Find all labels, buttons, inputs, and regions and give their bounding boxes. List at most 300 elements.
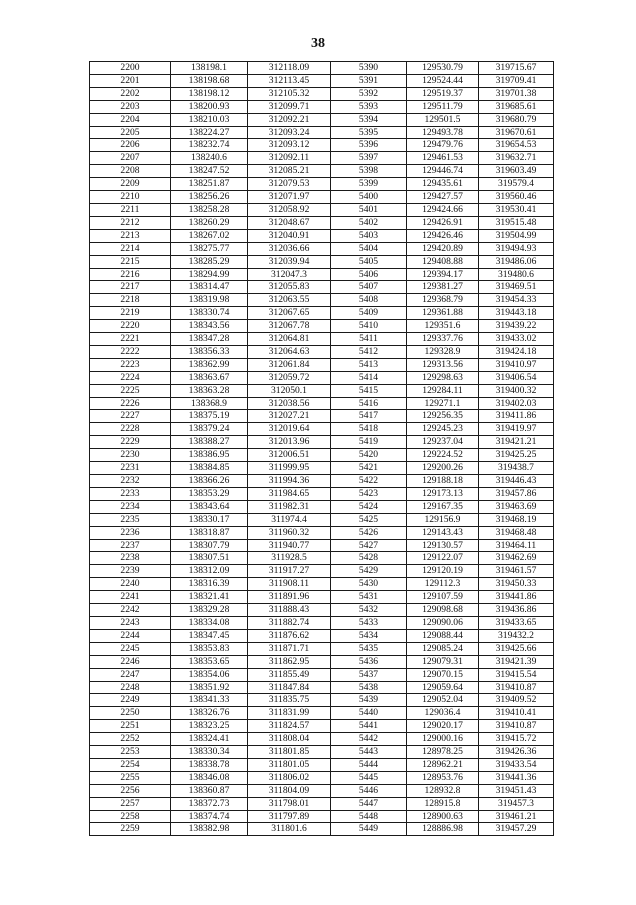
table-cell-point-number-b: 5447 [331,797,407,810]
table-cell-point-number-a: 2244 [90,629,171,642]
table-cell-point-number-b: 5431 [331,591,407,604]
table-cell-y-coordinate-b: 319406.54 [479,371,554,384]
table-cell-x-coordinate-b: 129424.66 [407,203,479,216]
table-row [90,410,554,423]
table-cell-point-number-a: 2203 [90,100,171,113]
table-cell-point-number-a: 2246 [90,655,171,668]
table-row [90,384,554,397]
table-cell-x-coordinate-b: 129351.6 [407,320,479,333]
table-row [90,139,554,152]
table-cell-point-number-a: 2224 [90,371,171,384]
table-cell-point-number-b: 5397 [331,152,407,165]
table-cell-x-coordinate-b: 128900.63 [407,810,479,823]
table-cell-x-coordinate-b: 129188.18 [407,475,479,488]
table-cell-point-number-b: 5424 [331,500,407,513]
table-cell-y-coordinate-b: 319425.66 [479,642,554,655]
table-cell-x-coordinate-b: 129313.56 [407,358,479,371]
table-row [90,307,554,320]
table-cell-y-coordinate-b: 319680.79 [479,113,554,126]
table-cell-y-coordinate-a: 311882.74 [248,616,331,629]
table-cell-point-number-a: 2213 [90,229,171,242]
table-cell-y-coordinate-b: 319421.39 [479,655,554,668]
table-cell-x-coordinate-a: 138343.56 [171,320,248,333]
table-cell-point-number-b: 5405 [331,255,407,268]
table-cell-y-coordinate-b: 319409.52 [479,694,554,707]
table-cell-x-coordinate-a: 138323.25 [171,720,248,733]
table-cell-x-coordinate-b: 129224.52 [407,449,479,462]
table-cell-y-coordinate-a: 311908.11 [248,578,331,591]
table-cell-x-coordinate-b: 129000.16 [407,733,479,746]
table-cell-y-coordinate-b: 319685.61 [479,100,554,113]
table-cell-y-coordinate-b: 319410.41 [479,707,554,720]
table-cell-x-coordinate-a: 138353.29 [171,487,248,500]
table-cell-x-coordinate-a: 138330.34 [171,746,248,759]
table-cell-x-coordinate-a: 138314.47 [171,281,248,294]
table-cell-point-number-a: 2206 [90,139,171,152]
table-cell-y-coordinate-a: 311801.05 [248,758,331,771]
table-cell-x-coordinate-a: 138354.06 [171,668,248,681]
table-cell-y-coordinate-b: 319415.72 [479,733,554,746]
table-cell-x-coordinate-b: 129088.44 [407,629,479,642]
table-cell-y-coordinate-a: 312092.11 [248,152,331,165]
table-cell-x-coordinate-a: 138379.24 [171,423,248,436]
table-cell-x-coordinate-b: 129368.79 [407,294,479,307]
table-cell-point-number-a: 2210 [90,191,171,204]
table-cell-y-coordinate-b: 319462.69 [479,552,554,565]
table-cell-point-number-a: 2230 [90,449,171,462]
table-cell-y-coordinate-a: 311801.6 [248,823,331,836]
table-cell-y-coordinate-a: 312105.32 [248,87,331,100]
table-cell-point-number-b: 5402 [331,216,407,229]
table-cell-point-number-b: 5403 [331,229,407,242]
table-cell-point-number-b: 5401 [331,203,407,216]
table-cell-x-coordinate-b: 129408.88 [407,255,479,268]
table-cell-point-number-a: 2201 [90,74,171,87]
table-cell-x-coordinate-a: 138374.74 [171,810,248,823]
table-cell-y-coordinate-a: 311801.85 [248,746,331,759]
table-cell-point-number-b: 5396 [331,139,407,152]
table-row [90,487,554,500]
table-cell-y-coordinate-b: 319410.97 [479,358,554,371]
table-cell-y-coordinate-a: 312067.78 [248,320,331,333]
table-cell-y-coordinate-a: 311806.02 [248,771,331,784]
table-cell-point-number-b: 5437 [331,668,407,681]
table-cell-point-number-b: 5422 [331,475,407,488]
table-cell-point-number-a: 2236 [90,526,171,539]
table-cell-x-coordinate-b: 129298.63 [407,371,479,384]
table-cell-y-coordinate-a: 311974.4 [248,513,331,526]
table-row [90,733,554,746]
table-cell-point-number-b: 5408 [331,294,407,307]
table-cell-point-number-a: 2259 [90,823,171,836]
table-row [90,462,554,475]
table-cell-point-number-b: 5433 [331,616,407,629]
table-cell-point-number-b: 5427 [331,539,407,552]
table-cell-y-coordinate-b: 319415.54 [479,668,554,681]
table-cell-y-coordinate-a: 312019.64 [248,423,331,436]
table-cell-x-coordinate-b: 129098.68 [407,604,479,617]
table-cell-y-coordinate-a: 312055.83 [248,281,331,294]
table-cell-x-coordinate-b: 129079.31 [407,655,479,668]
table-cell-x-coordinate-b: 129122.07 [407,552,479,565]
table-row [90,216,554,229]
table-row [90,655,554,668]
table-cell-y-coordinate-a: 311855.49 [248,668,331,681]
table-cell-x-coordinate-a: 138247.52 [171,165,248,178]
table-cell-x-coordinate-a: 138319.98 [171,294,248,307]
table-cell-x-coordinate-b: 129461.53 [407,152,479,165]
table-cell-point-number-b: 5419 [331,436,407,449]
table-cell-x-coordinate-a: 138198.1 [171,62,248,75]
table-cell-point-number-b: 5411 [331,333,407,346]
table-cell-point-number-b: 5417 [331,410,407,423]
table-row [90,100,554,113]
table-row [90,578,554,591]
table-cell-point-number-a: 2245 [90,642,171,655]
table-row [90,500,554,513]
table-cell-y-coordinate-a: 311960.32 [248,526,331,539]
table-cell-x-coordinate-a: 138347.28 [171,333,248,346]
table-cell-point-number-a: 2243 [90,616,171,629]
table-row [90,268,554,281]
table-cell-point-number-a: 2237 [90,539,171,552]
table-cell-x-coordinate-a: 138307.51 [171,552,248,565]
table-cell-y-coordinate-b: 319494.93 [479,242,554,255]
table-cell-x-coordinate-a: 138312.09 [171,565,248,578]
table-cell-y-coordinate-b: 319421.21 [479,436,554,449]
table-cell-x-coordinate-b: 129256.35 [407,410,479,423]
table-cell-x-coordinate-b: 128953.76 [407,771,479,784]
table-cell-x-coordinate-b: 129328.9 [407,345,479,358]
table-cell-point-number-b: 5430 [331,578,407,591]
table-row [90,681,554,694]
table-cell-x-coordinate-a: 138382.98 [171,823,248,836]
table-cell-x-coordinate-a: 138341.33 [171,694,248,707]
table-cell-x-coordinate-a: 138232.74 [171,139,248,152]
table-row [90,552,554,565]
table-row [90,320,554,333]
table-cell-point-number-b: 5444 [331,758,407,771]
table-cell-y-coordinate-b: 319464.11 [479,539,554,552]
table-row [90,294,554,307]
table-cell-y-coordinate-a: 312040.91 [248,229,331,242]
table-cell-x-coordinate-a: 138240.6 [171,152,248,165]
table-cell-point-number-b: 5446 [331,784,407,797]
table-cell-x-coordinate-b: 129059.64 [407,681,479,694]
table-cell-x-coordinate-a: 138346.08 [171,771,248,784]
table-cell-y-coordinate-a: 311984.65 [248,487,331,500]
table-cell-y-coordinate-b: 319461.57 [479,565,554,578]
table-cell-y-coordinate-b: 319468.48 [479,526,554,539]
table-cell-x-coordinate-b: 129493.78 [407,126,479,139]
table-cell-x-coordinate-a: 138256.26 [171,191,248,204]
table-row [90,642,554,655]
table-cell-y-coordinate-b: 319410.87 [479,681,554,694]
table-cell-point-number-b: 5421 [331,462,407,475]
table-cell-y-coordinate-a: 311982.31 [248,500,331,513]
table-cell-x-coordinate-b: 129200.26 [407,462,479,475]
table-cell-point-number-a: 2216 [90,268,171,281]
table-row [90,707,554,720]
table-cell-point-number-b: 5448 [331,810,407,823]
table-cell-point-number-b: 5429 [331,565,407,578]
table-cell-point-number-b: 5395 [331,126,407,139]
table-cell-y-coordinate-b: 319632.71 [479,152,554,165]
table-cell-point-number-a: 2251 [90,720,171,733]
table-cell-x-coordinate-a: 138275.77 [171,242,248,255]
table-cell-point-number-b: 5443 [331,746,407,759]
table-cell-point-number-a: 2254 [90,758,171,771]
table-cell-point-number-a: 2229 [90,436,171,449]
table-cell-point-number-a: 2250 [90,707,171,720]
table-cell-point-number-b: 5440 [331,707,407,720]
table-cell-point-number-a: 2247 [90,668,171,681]
table-cell-y-coordinate-b: 319715.67 [479,62,554,75]
table-cell-x-coordinate-b: 129143.43 [407,526,479,539]
table-cell-y-coordinate-a: 312118.09 [248,62,331,75]
table-cell-point-number-b: 5438 [331,681,407,694]
table-cell-y-coordinate-a: 311824.57 [248,720,331,733]
table-row [90,203,554,216]
table-cell-y-coordinate-b: 319530.41 [479,203,554,216]
table-cell-y-coordinate-b: 319457.29 [479,823,554,836]
table-row [90,62,554,75]
table-cell-point-number-a: 2225 [90,384,171,397]
table-row [90,242,554,255]
table-cell-point-number-b: 5432 [331,604,407,617]
table-cell-x-coordinate-b: 129090.06 [407,616,479,629]
table-cell-point-number-a: 2232 [90,475,171,488]
table-row [90,694,554,707]
table-cell-y-coordinate-b: 319433.65 [479,616,554,629]
table-cell-point-number-a: 2207 [90,152,171,165]
table-cell-point-number-b: 5435 [331,642,407,655]
table-cell-x-coordinate-b: 129085.24 [407,642,479,655]
table-cell-y-coordinate-b: 319402.03 [479,397,554,410]
table-cell-x-coordinate-b: 129361.88 [407,307,479,320]
table-cell-x-coordinate-b: 129479.76 [407,139,479,152]
table-cell-point-number-a: 2241 [90,591,171,604]
table-cell-x-coordinate-a: 138200.93 [171,100,248,113]
table-cell-point-number-a: 2200 [90,62,171,75]
table-cell-point-number-a: 2238 [90,552,171,565]
table-cell-point-number-b: 5441 [331,720,407,733]
table-cell-x-coordinate-b: 129501.5 [407,113,479,126]
table-cell-y-coordinate-a: 311862.95 [248,655,331,668]
table-cell-y-coordinate-a: 312039.94 [248,255,331,268]
table-cell-x-coordinate-a: 138375.19 [171,410,248,423]
table-cell-x-coordinate-b: 128886.98 [407,823,479,836]
table-cell-y-coordinate-b: 319560.46 [479,191,554,204]
table-row [90,616,554,629]
table-row [90,74,554,87]
table-row [90,629,554,642]
table-row [90,165,554,178]
table-cell-y-coordinate-a: 312071.97 [248,191,331,204]
table-cell-point-number-a: 2240 [90,578,171,591]
table-cell-point-number-a: 2221 [90,333,171,346]
table-row [90,255,554,268]
table-cell-x-coordinate-a: 138334.08 [171,616,248,629]
table-cell-y-coordinate-a: 311876.62 [248,629,331,642]
table-cell-y-coordinate-a: 311871.71 [248,642,331,655]
table-row [90,113,554,126]
table-cell-y-coordinate-b: 319400.32 [479,384,554,397]
table-cell-point-number-b: 5392 [331,87,407,100]
table-row [90,797,554,810]
table-cell-y-coordinate-b: 319463.69 [479,500,554,513]
table-cell-x-coordinate-b: 129394.17 [407,268,479,281]
table-cell-y-coordinate-a: 312063.55 [248,294,331,307]
table-row [90,720,554,733]
table-cell-y-coordinate-a: 312064.63 [248,345,331,358]
table-cell-y-coordinate-b: 319411.86 [479,410,554,423]
table-cell-x-coordinate-b: 129173.13 [407,487,479,500]
table-cell-y-coordinate-b: 319446.43 [479,475,554,488]
table-cell-y-coordinate-a: 311831.99 [248,707,331,720]
table-cell-y-coordinate-a: 311994.36 [248,475,331,488]
table-cell-x-coordinate-a: 138338.78 [171,758,248,771]
table-cell-point-number-b: 5413 [331,358,407,371]
table-cell-point-number-a: 2209 [90,178,171,191]
table-row [90,758,554,771]
table-cell-x-coordinate-b: 129167.35 [407,500,479,513]
table-row [90,229,554,242]
table-cell-x-coordinate-b: 129271.1 [407,397,479,410]
table-cell-x-coordinate-b: 129112.3 [407,578,479,591]
table-cell-point-number-a: 2234 [90,500,171,513]
table-cell-x-coordinate-b: 129524.44 [407,74,479,87]
table-cell-x-coordinate-a: 138326.76 [171,707,248,720]
table-cell-x-coordinate-b: 128962.21 [407,758,479,771]
table-cell-x-coordinate-a: 138356.33 [171,345,248,358]
table-row [90,771,554,784]
table-cell-point-number-b: 5399 [331,178,407,191]
table-cell-y-coordinate-b: 319410.87 [479,720,554,733]
table-cell-point-number-a: 2214 [90,242,171,255]
table-row [90,539,554,552]
table-cell-point-number-a: 2227 [90,410,171,423]
table-cell-point-number-a: 2219 [90,307,171,320]
table-cell-y-coordinate-a: 311891.96 [248,591,331,604]
table-cell-point-number-b: 5391 [331,74,407,87]
table-cell-point-number-a: 2202 [90,87,171,100]
table-row [90,345,554,358]
table-cell-y-coordinate-b: 319461.21 [479,810,554,823]
table-cell-x-coordinate-b: 128978.25 [407,746,479,759]
table-cell-x-coordinate-a: 138260.29 [171,216,248,229]
table-row [90,823,554,836]
table-cell-x-coordinate-a: 138321.41 [171,591,248,604]
table-row [90,333,554,346]
table-cell-x-coordinate-b: 129245.23 [407,423,479,436]
table-row [90,87,554,100]
table-cell-x-coordinate-a: 138360.87 [171,784,248,797]
table-row [90,126,554,139]
coordinates-table-body [90,62,554,836]
table-cell-x-coordinate-b: 129446.74 [407,165,479,178]
table-cell-x-coordinate-b: 129381.27 [407,281,479,294]
table-cell-y-coordinate-a: 311808.04 [248,733,331,746]
table-row [90,281,554,294]
table-cell-x-coordinate-a: 138347.45 [171,629,248,642]
table-cell-y-coordinate-b: 319451.43 [479,784,554,797]
table-cell-x-coordinate-a: 138329.28 [171,604,248,617]
table-cell-point-number-b: 5407 [331,281,407,294]
table-cell-point-number-b: 5393 [331,100,407,113]
table-cell-point-number-a: 2212 [90,216,171,229]
table-cell-y-coordinate-b: 319433.02 [479,333,554,346]
table-cell-point-number-b: 5404 [331,242,407,255]
table-cell-y-coordinate-a: 312013.96 [248,436,331,449]
table-cell-point-number-b: 5416 [331,397,407,410]
table-cell-y-coordinate-b: 319515.48 [479,216,554,229]
table-row [90,591,554,604]
table-cell-point-number-b: 5436 [331,655,407,668]
table-cell-x-coordinate-b: 129284.11 [407,384,479,397]
table-cell-x-coordinate-a: 138210.03 [171,113,248,126]
table-cell-x-coordinate-a: 138198.68 [171,74,248,87]
table-cell-y-coordinate-a: 312093.24 [248,126,331,139]
table-cell-point-number-a: 2211 [90,203,171,216]
table-row [90,178,554,191]
table-cell-point-number-b: 5423 [331,487,407,500]
table-cell-x-coordinate-a: 138353.65 [171,655,248,668]
table-cell-x-coordinate-b: 129036.4 [407,707,479,720]
table-cell-x-coordinate-b: 129435.61 [407,178,479,191]
table-cell-x-coordinate-b: 129427.57 [407,191,479,204]
table-cell-y-coordinate-b: 319454.33 [479,294,554,307]
table-cell-x-coordinate-a: 138267.02 [171,229,248,242]
table-cell-y-coordinate-b: 319469.51 [479,281,554,294]
table-cell-y-coordinate-a: 312093.12 [248,139,331,152]
table-cell-x-coordinate-b: 129237.04 [407,436,479,449]
table-cell-point-number-b: 5445 [331,771,407,784]
table-cell-point-number-b: 5409 [331,307,407,320]
table-cell-point-number-b: 5428 [331,552,407,565]
table-cell-y-coordinate-b: 319432.2 [479,629,554,642]
table-cell-point-number-b: 5442 [331,733,407,746]
table-cell-x-coordinate-b: 128932.8 [407,784,479,797]
table-cell-point-number-a: 2226 [90,397,171,410]
table-cell-y-coordinate-b: 319670.61 [479,126,554,139]
table-cell-y-coordinate-a: 312061.84 [248,358,331,371]
table-cell-y-coordinate-a: 312059.72 [248,371,331,384]
table-cell-point-number-a: 2257 [90,797,171,810]
table-cell-x-coordinate-a: 138362.99 [171,358,248,371]
table-cell-y-coordinate-a: 312113.45 [248,74,331,87]
table-cell-x-coordinate-a: 138343.64 [171,500,248,513]
table-cell-y-coordinate-b: 319439.22 [479,320,554,333]
table-cell-y-coordinate-a: 311847.84 [248,681,331,694]
table-cell-x-coordinate-a: 138318.87 [171,526,248,539]
table-cell-y-coordinate-a: 312064.81 [248,333,331,346]
table-cell-y-coordinate-b: 319425.25 [479,449,554,462]
table-cell-x-coordinate-b: 129530.79 [407,62,479,75]
table-cell-point-number-a: 2205 [90,126,171,139]
table-cell-point-number-a: 2258 [90,810,171,823]
table-cell-x-coordinate-b: 129420.89 [407,242,479,255]
table-cell-point-number-a: 2217 [90,281,171,294]
table-cell-y-coordinate-b: 319426.36 [479,746,554,759]
table-cell-x-coordinate-a: 138351.92 [171,681,248,694]
table-cell-x-coordinate-a: 138307.79 [171,539,248,552]
table-cell-y-coordinate-b: 319701.38 [479,87,554,100]
coordinates-table [89,61,554,836]
table-cell-y-coordinate-a: 312047.3 [248,268,331,281]
table-cell-point-number-b: 5394 [331,113,407,126]
table-cell-x-coordinate-b: 129519.37 [407,87,479,100]
